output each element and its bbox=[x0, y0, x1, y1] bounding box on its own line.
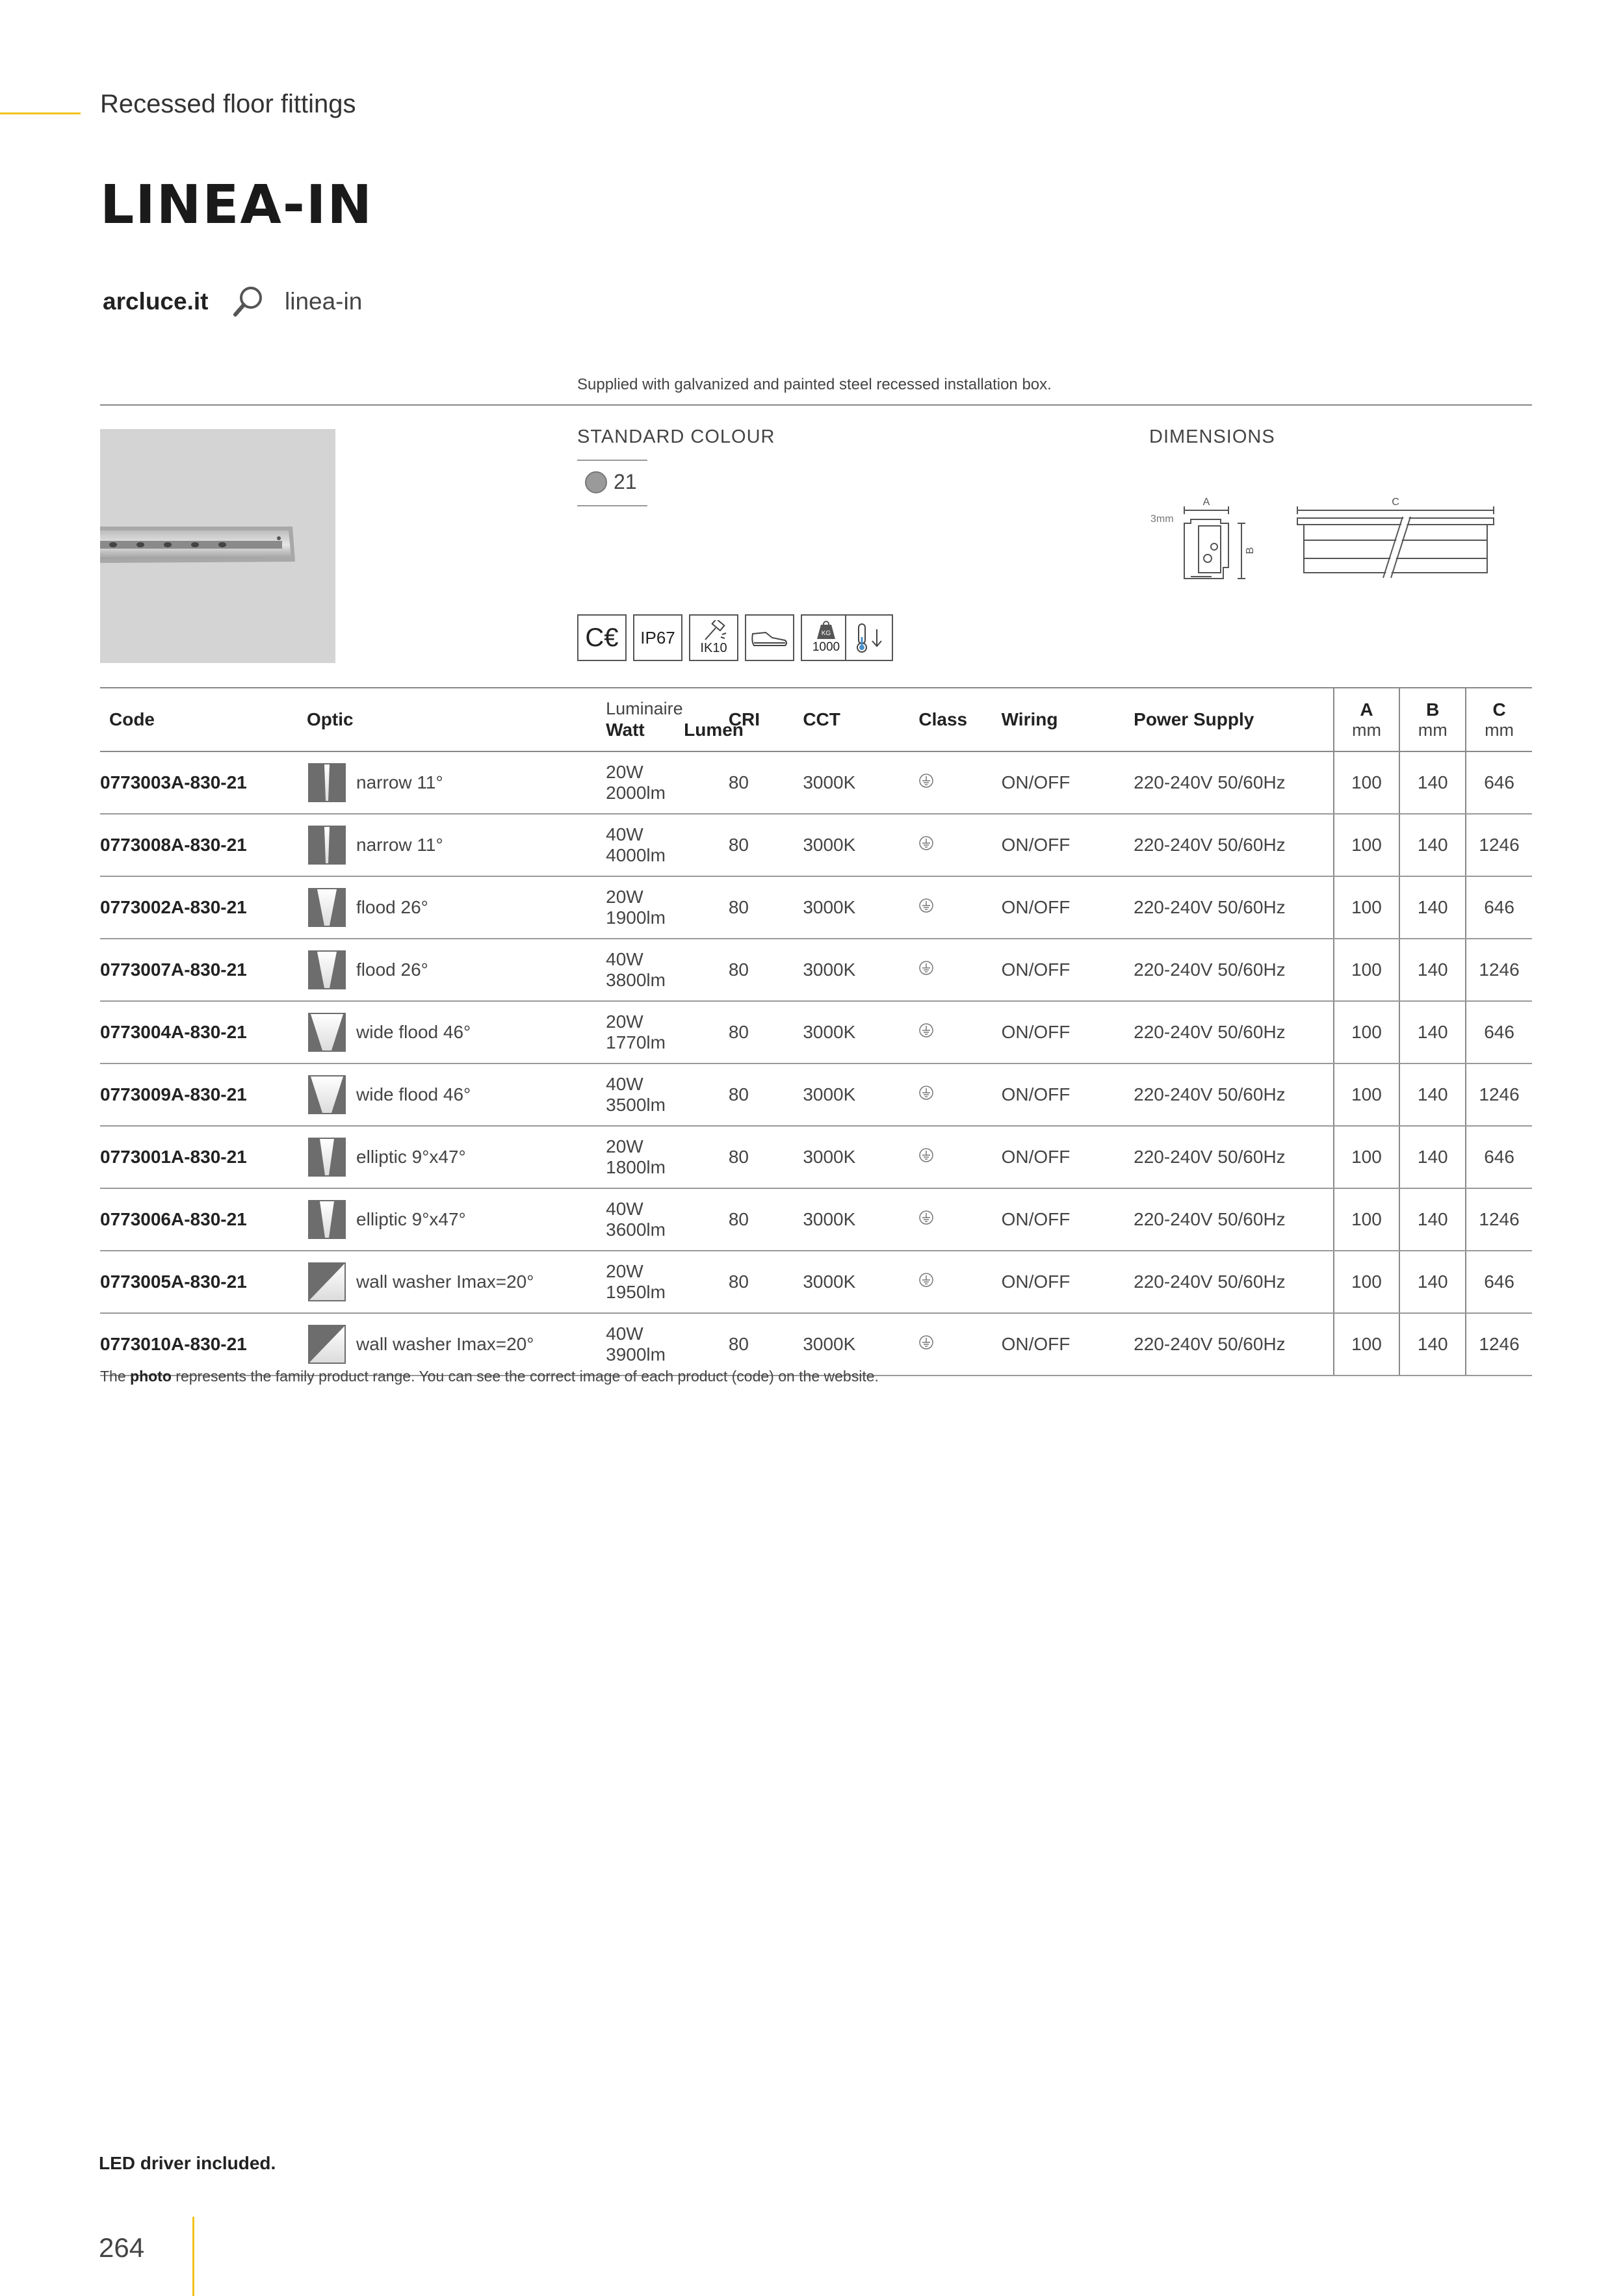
cri-value: 80 bbox=[729, 814, 803, 876]
header-a-label: A bbox=[1360, 699, 1373, 720]
optic-beam-icon bbox=[308, 888, 346, 927]
driver-note: LED driver included. bbox=[99, 2153, 276, 2173]
footnote-after: represents the family product range. You can see the correct image of each product (code) on the website. bbox=[171, 1368, 879, 1385]
ce-mark-label: C€ bbox=[585, 623, 619, 652]
lumen-value: 4000lm bbox=[606, 845, 666, 865]
dim-b-value: 140 bbox=[1399, 1251, 1466, 1313]
dim-a-value: 100 bbox=[1334, 939, 1400, 1001]
ik-rating-label: IK10 bbox=[700, 640, 727, 655]
class-cell bbox=[918, 814, 1001, 876]
power-supply-value: 220-240V 50/60Hz bbox=[1134, 1313, 1333, 1376]
product-code: 0773001A-830-21 bbox=[100, 1126, 307, 1188]
optic-label: narrow 11° bbox=[356, 772, 443, 792]
earth-class-icon bbox=[918, 773, 934, 789]
dim-c-value: 646 bbox=[1466, 1126, 1532, 1188]
luminaire-cell bbox=[606, 876, 729, 939]
power-supply-value: 220-240V 50/60Hz bbox=[1134, 1001, 1333, 1063]
class-cell bbox=[918, 1001, 1001, 1063]
product-code: 0773008A-830-21 bbox=[100, 814, 307, 876]
lumen-value: 1900lm bbox=[606, 907, 666, 928]
wiring-value: ON/OFF bbox=[1002, 814, 1134, 876]
optic-label: wall washer Imax=20° bbox=[356, 1272, 534, 1292]
optic-label: elliptic 9°x47° bbox=[356, 1209, 466, 1229]
dim-b-value: 140 bbox=[1399, 751, 1466, 814]
lumen-value: 3500lm bbox=[606, 1095, 666, 1115]
table-header-row bbox=[100, 688, 1532, 751]
dim-c-value: 646 bbox=[1466, 751, 1532, 814]
earth-class-icon bbox=[918, 1085, 934, 1101]
optic-cell bbox=[307, 939, 606, 1001]
cct-value: 3000K bbox=[803, 1251, 918, 1313]
class-cell bbox=[918, 1313, 1001, 1376]
dimensions-label: DIMENSIONS bbox=[1149, 426, 1275, 447]
header-c bbox=[1466, 688, 1532, 751]
table-row bbox=[100, 1063, 1532, 1126]
power-supply-value: 220-240V 50/60Hz bbox=[1134, 939, 1333, 1001]
product-code: 0773007A-830-21 bbox=[100, 939, 307, 1001]
optic-cell bbox=[307, 751, 606, 814]
header-class: Class bbox=[918, 688, 1001, 751]
optic-cell bbox=[307, 1126, 606, 1188]
header-wiring: Wiring bbox=[1002, 688, 1134, 751]
cri-value: 80 bbox=[729, 1001, 803, 1063]
load-weight-label: 1000 bbox=[812, 640, 840, 654]
colour-swatch-group bbox=[577, 460, 647, 506]
cri-value: 80 bbox=[729, 1126, 803, 1188]
watt-value: 20W bbox=[606, 1261, 643, 1281]
optic-label: flood 26° bbox=[356, 897, 428, 917]
cri-value: 80 bbox=[729, 1063, 803, 1126]
table-row bbox=[100, 1313, 1532, 1376]
wiring-value: ON/OFF bbox=[1002, 939, 1134, 1001]
colour-code: 21 bbox=[614, 470, 637, 493]
product-code: 0773004A-830-21 bbox=[100, 1001, 307, 1063]
search-icon[interactable] bbox=[230, 283, 266, 320]
class-cell bbox=[918, 1251, 1001, 1313]
watt-value: 40W bbox=[606, 949, 643, 969]
product-code: 0773009A-830-21 bbox=[100, 1063, 307, 1126]
lumen-value: 3600lm bbox=[606, 1220, 666, 1240]
table-row bbox=[100, 1251, 1532, 1313]
page-accent-line bbox=[192, 2217, 194, 2296]
cct-value: 3000K bbox=[803, 1313, 918, 1376]
optic-beam-icon bbox=[308, 950, 346, 989]
product-code: 0773003A-830-21 bbox=[100, 751, 307, 814]
optic-cell bbox=[307, 814, 606, 876]
earth-class-icon bbox=[918, 960, 934, 976]
dim-c-value: 646 bbox=[1466, 1251, 1532, 1313]
optic-beam-icon bbox=[308, 1013, 346, 1052]
table-row bbox=[100, 939, 1532, 1001]
ip-rating-label: IP67 bbox=[640, 627, 675, 647]
lumen-value: 3900lm bbox=[606, 1344, 666, 1364]
dim-label-a: A bbox=[1202, 497, 1210, 508]
header-code: Code bbox=[100, 688, 307, 751]
colour-swatch bbox=[585, 471, 607, 493]
dim-a-value: 100 bbox=[1334, 1251, 1400, 1313]
dim-c-value: 1246 bbox=[1466, 1063, 1532, 1126]
power-supply-value: 220-240V 50/60Hz bbox=[1134, 814, 1333, 876]
lumen-value: 1950lm bbox=[606, 1282, 666, 1302]
dim-a-value: 100 bbox=[1334, 814, 1400, 876]
footnote bbox=[100, 1368, 879, 1385]
page-number: 264 bbox=[99, 2232, 145, 2263]
header-cct: CCT bbox=[803, 688, 918, 751]
class-cell bbox=[918, 1126, 1001, 1188]
class-cell bbox=[918, 939, 1001, 1001]
optic-cell bbox=[307, 1313, 606, 1376]
dim-c-value: 1246 bbox=[1466, 1313, 1532, 1376]
wiring-value: ON/OFF bbox=[1002, 1313, 1134, 1376]
header-optic: Optic bbox=[307, 688, 606, 751]
dim-b-value: 140 bbox=[1399, 1313, 1466, 1376]
cct-value: 3000K bbox=[803, 1126, 918, 1188]
watt-value: 40W bbox=[606, 824, 643, 844]
low-temperature-icon bbox=[845, 614, 893, 661]
cri-value: 80 bbox=[729, 939, 803, 1001]
class-cell bbox=[918, 876, 1001, 939]
header-watt: Watt bbox=[606, 720, 645, 740]
watt-value: 40W bbox=[606, 1199, 643, 1219]
luminaire-cell bbox=[606, 1251, 729, 1313]
watt-value: 20W bbox=[606, 1011, 643, 1032]
lumen-value: 2000lm bbox=[606, 783, 666, 803]
dim-c-value: 1246 bbox=[1466, 1188, 1532, 1251]
header-power-supply: Power Supply bbox=[1134, 688, 1333, 751]
watt-value: 40W bbox=[606, 1074, 643, 1094]
wiring-value: ON/OFF bbox=[1002, 1063, 1134, 1126]
dim-a-value: 100 bbox=[1334, 1001, 1400, 1063]
earth-class-icon bbox=[918, 898, 934, 913]
earth-class-icon bbox=[918, 1210, 934, 1225]
dim-a-value: 100 bbox=[1334, 1126, 1400, 1188]
cri-value: 80 bbox=[729, 1251, 803, 1313]
optic-label: elliptic 9°x47° bbox=[356, 1147, 466, 1167]
optic-beam-icon bbox=[308, 1325, 346, 1364]
dim-b-value: 140 bbox=[1399, 1188, 1466, 1251]
table-row bbox=[100, 814, 1532, 876]
header-cri: CRI bbox=[729, 688, 803, 751]
header-b-unit: mm bbox=[1418, 720, 1448, 740]
load-weight-icon bbox=[801, 614, 851, 661]
table-row bbox=[100, 1188, 1532, 1251]
earth-class-icon bbox=[918, 1335, 934, 1350]
optic-label: wall washer Imax=20° bbox=[356, 1334, 534, 1354]
cct-value: 3000K bbox=[803, 1188, 918, 1251]
website-link[interactable]: arcluce.it bbox=[103, 288, 209, 315]
dim-label-c: C bbox=[1392, 497, 1399, 508]
wiring-value: ON/OFF bbox=[1002, 1188, 1134, 1251]
watt-value: 20W bbox=[606, 1136, 643, 1156]
cct-value: 3000K bbox=[803, 814, 918, 876]
load-unit-label: KG bbox=[821, 630, 831, 637]
header-accent-line bbox=[0, 112, 81, 114]
earth-class-icon bbox=[918, 1023, 934, 1038]
footnote-bold: photo bbox=[130, 1368, 172, 1385]
divider bbox=[100, 404, 1532, 406]
earth-class-icon bbox=[918, 1272, 934, 1288]
cct-value: 3000K bbox=[803, 939, 918, 1001]
walkover-shoe-icon bbox=[745, 614, 794, 661]
optic-beam-icon bbox=[308, 763, 346, 802]
optic-cell bbox=[307, 876, 606, 939]
wiring-value: ON/OFF bbox=[1002, 876, 1134, 939]
header-a-unit: mm bbox=[1351, 720, 1381, 740]
search-term: linea-in bbox=[285, 288, 363, 315]
cct-value: 3000K bbox=[803, 1063, 918, 1126]
luminaire-cell bbox=[606, 814, 729, 876]
table-row bbox=[100, 1001, 1532, 1063]
optic-cell bbox=[307, 1001, 606, 1063]
optic-beam-icon bbox=[308, 1075, 346, 1114]
cri-value: 80 bbox=[729, 1313, 803, 1376]
standard-colour-label: STANDARD COLOUR bbox=[577, 426, 775, 447]
dim-c-value: 646 bbox=[1466, 876, 1532, 939]
optic-beam-icon bbox=[308, 1262, 346, 1301]
header-a bbox=[1334, 688, 1400, 751]
header-c-unit: mm bbox=[1485, 720, 1514, 740]
power-supply-value: 220-240V 50/60Hz bbox=[1134, 876, 1333, 939]
product-title: LINEA-IN bbox=[100, 174, 374, 236]
power-supply-value: 220-240V 50/60Hz bbox=[1134, 1251, 1333, 1313]
ik-rating-icon bbox=[689, 614, 738, 661]
optic-label: wide flood 46° bbox=[356, 1084, 471, 1104]
dim-b-value: 140 bbox=[1399, 814, 1466, 876]
class-cell bbox=[918, 1188, 1001, 1251]
power-supply-value: 220-240V 50/60Hz bbox=[1134, 1063, 1333, 1126]
wiring-value: ON/OFF bbox=[1002, 1251, 1134, 1313]
optic-cell bbox=[307, 1251, 606, 1313]
dim-label-b: B bbox=[1245, 547, 1256, 554]
class-cell bbox=[918, 1063, 1001, 1126]
product-code: 0773006A-830-21 bbox=[100, 1188, 307, 1251]
ip-rating-icon bbox=[633, 614, 682, 661]
dim-a-value: 100 bbox=[1334, 876, 1400, 939]
cri-value: 80 bbox=[729, 876, 803, 939]
product-code: 0773002A-830-21 bbox=[100, 876, 307, 939]
supplied-note: Supplied with galvanized and painted steel recessed installation box. bbox=[577, 376, 1052, 393]
optic-cell bbox=[307, 1063, 606, 1126]
luminaire-cell bbox=[606, 1188, 729, 1251]
lumen-value: 3800lm bbox=[606, 970, 666, 990]
header-b-label: B bbox=[1426, 699, 1440, 720]
dim-b-value: 140 bbox=[1399, 1001, 1466, 1063]
power-supply-value: 220-240V 50/60Hz bbox=[1134, 751, 1333, 814]
watt-value: 20W bbox=[606, 887, 643, 907]
dim-b-value: 140 bbox=[1399, 1126, 1466, 1188]
section-title: Recessed floor fittings bbox=[100, 90, 356, 118]
dim-a-value: 100 bbox=[1334, 1313, 1400, 1376]
dim-a-value: 100 bbox=[1334, 1063, 1400, 1126]
table-row bbox=[100, 1126, 1532, 1188]
dimensions-drawing bbox=[1144, 491, 1501, 588]
header-lumen: Lumen bbox=[684, 720, 744, 740]
table-row bbox=[100, 876, 1532, 939]
cct-value: 3000K bbox=[803, 751, 918, 814]
dim-c-value: 1246 bbox=[1466, 814, 1532, 876]
product-table bbox=[100, 687, 1532, 1376]
wiring-value: ON/OFF bbox=[1002, 751, 1134, 814]
header-luminaire-label: Luminaire bbox=[606, 699, 683, 718]
lumen-value: 1800lm bbox=[606, 1157, 666, 1177]
wiring-value: ON/OFF bbox=[1002, 1001, 1134, 1063]
luminaire-cell bbox=[606, 1126, 729, 1188]
optic-beam-icon bbox=[308, 1200, 346, 1239]
dim-label-gap: 3mm bbox=[1150, 514, 1174, 525]
ce-mark-icon bbox=[577, 614, 627, 661]
cri-value: 80 bbox=[729, 751, 803, 814]
earth-class-icon bbox=[918, 835, 934, 851]
cct-value: 3000K bbox=[803, 876, 918, 939]
wiring-value: ON/OFF bbox=[1002, 1126, 1134, 1188]
power-supply-value: 220-240V 50/60Hz bbox=[1134, 1188, 1333, 1251]
optic-cell bbox=[307, 1188, 606, 1251]
dim-c-value: 646 bbox=[1466, 1001, 1532, 1063]
dim-b-value: 140 bbox=[1399, 1063, 1466, 1126]
watt-value: 40W bbox=[606, 1324, 643, 1344]
dim-b-value: 140 bbox=[1399, 876, 1466, 939]
luminaire-cell bbox=[606, 1001, 729, 1063]
product-photo bbox=[100, 429, 335, 663]
cct-value: 3000K bbox=[803, 1001, 918, 1063]
table-row bbox=[100, 751, 1532, 814]
optic-beam-icon bbox=[308, 826, 346, 865]
luminaire-cell bbox=[606, 939, 729, 1001]
dim-a-value: 100 bbox=[1334, 751, 1400, 814]
product-code: 0773005A-830-21 bbox=[100, 1251, 307, 1313]
dim-a-value: 100 bbox=[1334, 1188, 1400, 1251]
optic-label: flood 26° bbox=[356, 959, 428, 980]
power-supply-value: 220-240V 50/60Hz bbox=[1134, 1126, 1333, 1188]
optic-label: narrow 11° bbox=[356, 835, 443, 855]
optic-label: wide flood 46° bbox=[356, 1022, 471, 1042]
class-cell bbox=[918, 751, 1001, 814]
dim-c-value: 1246 bbox=[1466, 939, 1532, 1001]
header-c-label: C bbox=[1492, 699, 1506, 720]
footnote-before: The bbox=[100, 1368, 131, 1385]
cri-value: 80 bbox=[729, 1188, 803, 1251]
lumen-value: 1770lm bbox=[606, 1032, 666, 1052]
luminaire-cell bbox=[606, 1313, 729, 1376]
watt-value: 20W bbox=[606, 762, 643, 782]
earth-class-icon bbox=[918, 1147, 934, 1163]
luminaire-cell bbox=[606, 751, 729, 814]
luminaire-cell bbox=[606, 1063, 729, 1126]
optic-beam-icon bbox=[308, 1138, 346, 1177]
hammer-icon bbox=[699, 620, 729, 642]
product-code: 0773010A-830-21 bbox=[100, 1313, 307, 1376]
header-b bbox=[1399, 688, 1466, 751]
dim-b-value: 140 bbox=[1399, 939, 1466, 1001]
